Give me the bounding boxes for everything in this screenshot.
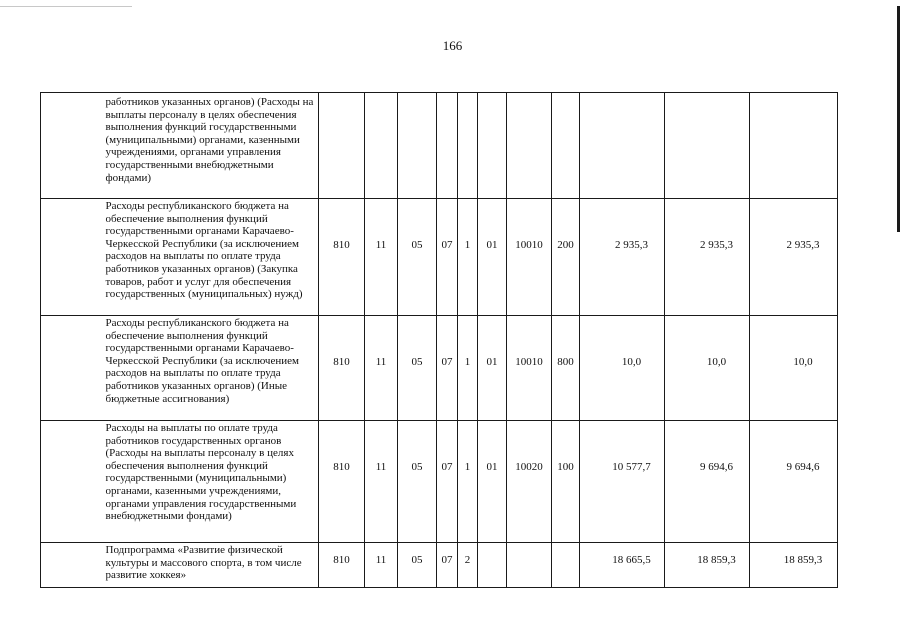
row-index-cell xyxy=(41,199,71,316)
code-grbs: 810 xyxy=(319,316,365,421)
amount-year-2: 10,0 xyxy=(665,316,750,421)
code-direction: 10010 xyxy=(507,316,552,421)
table-row xyxy=(41,316,838,421)
table-row xyxy=(41,543,838,588)
amount-year-1: 2 935,3 xyxy=(580,199,665,316)
code-program: 07 xyxy=(437,421,458,543)
code-vr: 200 xyxy=(552,199,580,316)
amount-year-3: 9 694,6 xyxy=(750,421,838,543)
code-direction xyxy=(507,543,552,588)
code-grbs: 810 xyxy=(319,421,365,543)
code-program xyxy=(437,93,458,199)
code-subprogram: 2 xyxy=(458,543,478,588)
row-name: Расходы республиканского бюджета на обеспечение выполнения функций государственными органами Карачаево-Черкесской Республики (за исключением расходов на выплаты по оплате труда работников указанных органов) (Иные бюджетные ассигнования) xyxy=(71,316,319,421)
row-index-cell xyxy=(41,93,71,199)
amount-year-3: 10,0 xyxy=(750,316,838,421)
table-row xyxy=(41,93,838,199)
amount-year-1: 10,0 xyxy=(580,316,665,421)
amount-year-2: 2 935,3 xyxy=(665,199,750,316)
code-rz: 11 xyxy=(365,316,398,421)
amount-year-3: 2 935,3 xyxy=(750,199,838,316)
code-subprogram: 1 xyxy=(458,421,478,543)
code-vr: 800 xyxy=(552,316,580,421)
code-rz xyxy=(365,93,398,199)
code-event: 01 xyxy=(478,199,507,316)
row-index-cell xyxy=(41,316,71,421)
code-program: 07 xyxy=(437,199,458,316)
code-program: 07 xyxy=(437,543,458,588)
code-rz: 11 xyxy=(365,421,398,543)
code-subprogram xyxy=(458,93,478,199)
code-event: 01 xyxy=(478,421,507,543)
code-pr: 05 xyxy=(398,543,437,588)
row-name: Подпрограмма «Развитие физической культуры и массового спорта, в том числе развитие хоккея» xyxy=(71,543,319,588)
code-direction: 10020 xyxy=(507,421,552,543)
row-name: работников указанных органов) (Расходы на выплаты персоналу в целях обеспечения выполнения функций государственными (муниципальными) органами, казенными учреждениями, органами управления государственными внебюджетными фондами) xyxy=(71,93,319,199)
amount-year-1: 18 665,5 xyxy=(580,543,665,588)
code-program: 07 xyxy=(437,316,458,421)
code-pr: 05 xyxy=(398,199,437,316)
amount-year-2: 18 859,3 xyxy=(665,543,750,588)
row-index-cell xyxy=(41,543,71,588)
code-vr xyxy=(552,543,580,588)
code-grbs: 810 xyxy=(319,543,365,588)
row-name: Расходы республиканского бюджета на обеспечение выполнения функций государственными органами Карачаево-Черкесской Республики (за исключением расходов на выплаты по оплате труда работников указанных органов) (Закупка товаров, работ и услуг для обеспечения государственных (муниципальных) нужд) xyxy=(71,199,319,316)
code-pr: 05 xyxy=(398,316,437,421)
amount-year-1: 10 577,7 xyxy=(580,421,665,543)
amount-year-2: 9 694,6 xyxy=(665,421,750,543)
code-event xyxy=(478,93,507,199)
table-row xyxy=(41,199,838,316)
code-subprogram: 1 xyxy=(458,199,478,316)
table-row xyxy=(41,421,838,543)
row-name: Расходы на выплаты по оплате труда работников государственных органов (Расходы на выплаты персоналу в целях обеспечения выполнения функций государственными (муниципальными) органами, казенными учреждениями, органами управления государственными внебюджетными фондами) xyxy=(71,421,319,543)
code-event: 01 xyxy=(478,316,507,421)
code-rz: 11 xyxy=(365,543,398,588)
code-grbs xyxy=(319,93,365,199)
code-pr xyxy=(398,93,437,199)
code-rz: 11 xyxy=(365,199,398,316)
code-direction: 10010 xyxy=(507,199,552,316)
amount-year-1 xyxy=(580,93,665,199)
code-pr: 05 xyxy=(398,421,437,543)
page-number: 166 xyxy=(442,38,463,53)
code-vr xyxy=(552,93,580,199)
budget-table xyxy=(40,92,838,588)
amount-year-3: 18 859,3 xyxy=(750,543,838,588)
code-vr: 100 xyxy=(552,421,580,543)
code-direction xyxy=(507,93,552,199)
code-event xyxy=(478,543,507,588)
code-subprogram: 1 xyxy=(458,316,478,421)
row-index-cell xyxy=(41,421,71,543)
code-grbs: 810 xyxy=(319,199,365,316)
amount-year-2 xyxy=(665,93,750,199)
amount-year-3 xyxy=(750,93,838,199)
top-rule xyxy=(0,6,132,7)
